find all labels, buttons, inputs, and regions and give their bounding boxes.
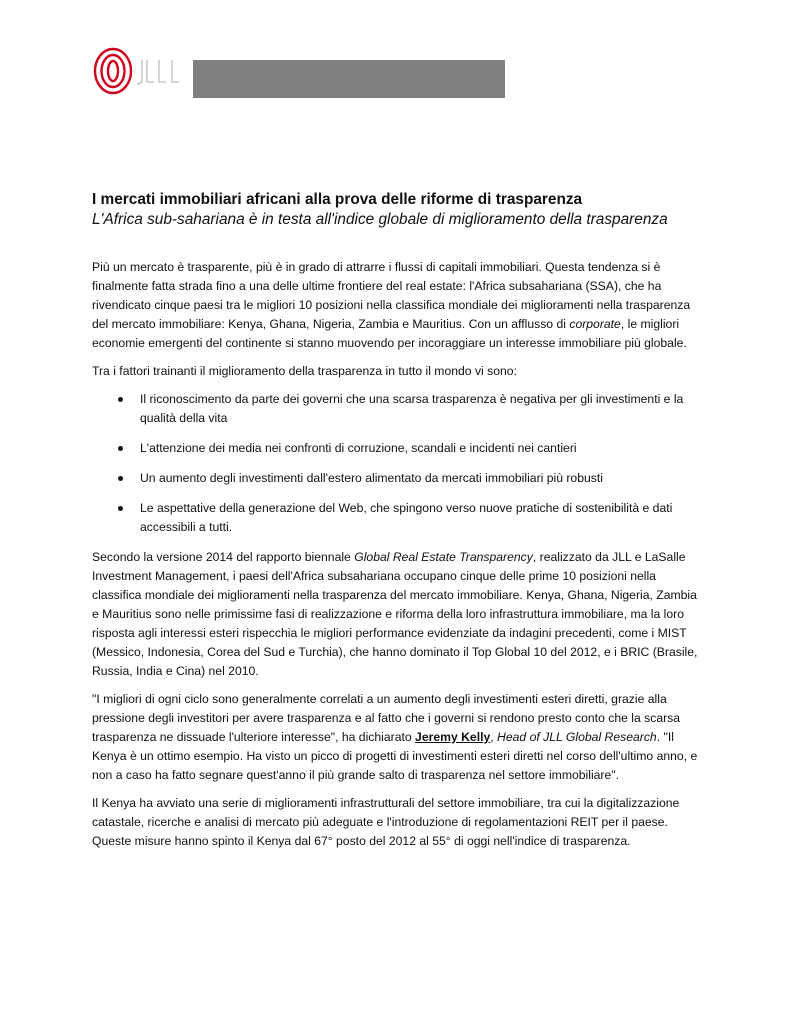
paragraph-drivers: Tra i fattori trainanti il miglioramento della trasparenza in tutto il mondo vi sono:	[92, 364, 517, 378]
jeremy-kelly-link[interactable]: Jeremy Kelly	[415, 730, 491, 744]
paragraph-emphasis: Head of JLL Global Research	[497, 730, 657, 744]
article-subtitle: L'Africa sub-sahariana è in testa all'indice globale di miglioramento della trasparenza	[92, 211, 668, 228]
paragraph-text: , realizzato da JLL e LaSalle Investment Management, i paesi dell'Africa subsahariana occupano cinque delle prime 10 posizioni nella classifica mondiale dei miglioramenti nella trasparenza del mercato immobiliare. Kenya, Ghana, Nigeria, Zambia e Mauritius sono nelle primissime fasi di realizzazione e riforma della loro infrastruttura immobiliare, ma la loro risposta agli interessi esteri rispecchia le migliori performance evidenziate da indagini precedenti, come i MIST (Messico, Indonesia, Corea del Sud e Turchia), che hanno dominato il Top Global 10 del 2012, e i BRIC (Brasile, Russia, India e Cina) nel 2010.	[92, 550, 698, 678]
list-item: L'attenzione dei media nei confronti di corruzione, scandali e incidenti nei cantieri	[140, 439, 704, 458]
paragraph-text: Più un mercato è trasparente, più è in grado di attrarre i flussi di capitali immobiliari. Questa tendenza si è finalmente fatta strada fino a una delle ultime frontiere del real estate: l'Africa subsahariana (SSA), che ha rivendicato cinque paesi tra le migliori 10 posizioni nella classifica mondiale dei miglioramenti nella trasparenza del mercato immobiliare: Kenya, Ghana, Nigeria, Zambia e Mauritius. Con un afflusso di	[92, 260, 691, 331]
paragraph-text: , le migliori economie emergenti del continente si stanno muovendo per incoraggiare un interesse immobiliare più globale.	[92, 317, 687, 350]
jll-logo	[92, 46, 192, 96]
page-header	[92, 46, 512, 96]
list-item: Le aspettative della generazione del Web, che spingono verso nuove pratiche di sostenibilità e dati accessibili a tutti.	[140, 499, 704, 537]
paragraph-emphasis: corporate	[569, 317, 621, 331]
article-title: I mercati immobiliari africani alla prova delle riforme di trasparenza	[92, 191, 583, 208]
paragraph-intro	[92, 258, 704, 353]
list-item: Un aumento degli investimenti dall'estero alimentato da mercati immobiliari più robusti	[140, 469, 704, 488]
article	[92, 190, 704, 860]
drivers-list	[92, 390, 704, 537]
redacted-header-bar	[193, 60, 505, 98]
paragraph-text: Secondo la versione 2014 del rapporto biennale	[92, 550, 355, 564]
paragraph-kenya: Il Kenya ha avviato una serie di miglioramenti infrastrutturali del settore immobiliare, tra cui la digitalizzazione catastale, ricerche e analisi di mercato più adeguate e l'introduzione di regolamentazioni REIT per il paese. Queste misure hanno spinto il Kenya dal 67° posto del 2012 al 55° di oggi nell'indice di trasparenza.	[92, 796, 680, 848]
paragraph-text: . "Il Kenya è un ottimo esempio. Ha visto un picco di progetti di investimenti esteri diretti nel corso dell'ultimo anno, e non a caso ha fatto segnare quest'anno il più grande salto di trasparenza nel settore immobiliare".	[92, 730, 698, 782]
paragraph-text: ,	[490, 730, 498, 744]
list-item: Il riconoscimento da parte dei governi che una scarsa trasparenza è negativa per gli investimenti e la qualità della vita	[140, 390, 704, 428]
paragraph-text: "I migliori di ogni ciclo sono generalmente correlati a un aumento degli investimenti esteri diretti, grazie alla pressione degli investitori per avere trasparenza e al fatto che i governi si rendono presto conto che la scarsa trasparenza ne dissuade l'ulteriore interesse", ha dichiarato	[92, 692, 681, 744]
paragraph-emphasis: Global Real Estate Transparency	[354, 550, 533, 564]
paragraph-quote	[92, 690, 704, 785]
paragraph-report	[92, 548, 704, 681]
